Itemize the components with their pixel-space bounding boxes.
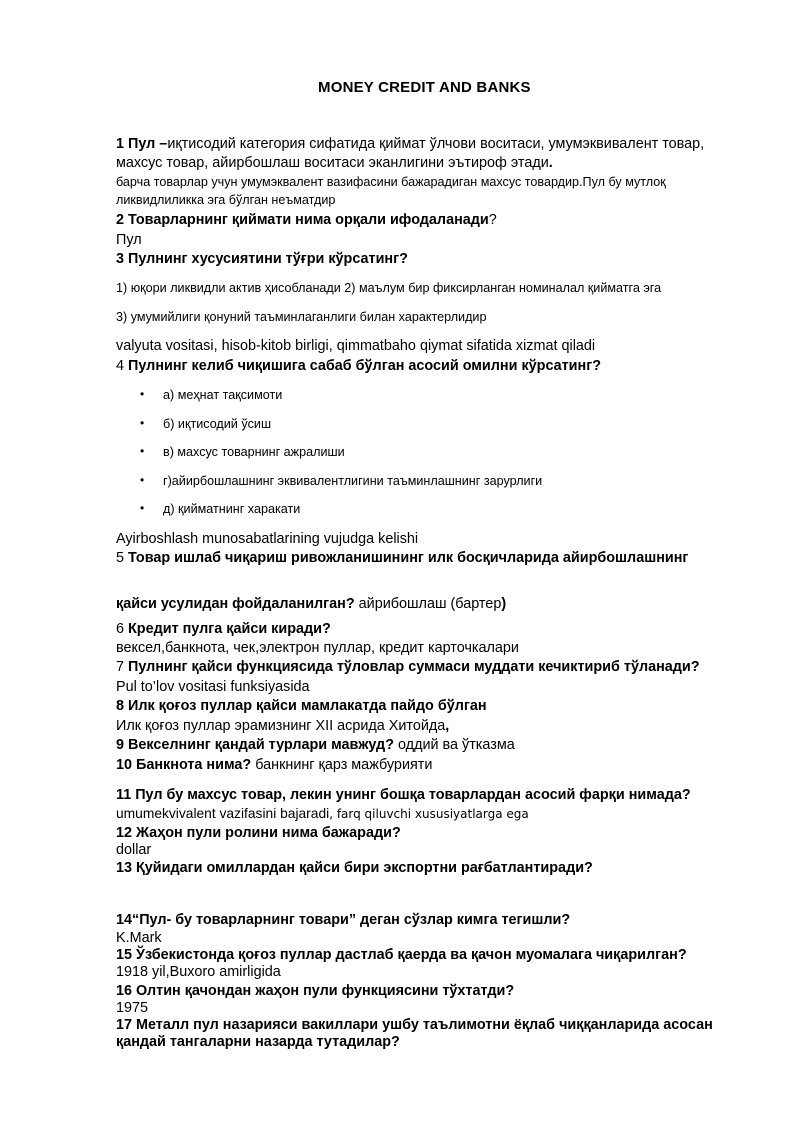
answer-10: банкнинг қарз мажбурияти — [251, 757, 433, 773]
question-15: 15 Ўзбекистонда қоғоз пуллар дастлаб қаерда ва қачон муомалага чиқарилган? — [116, 947, 687, 963]
list-item: а) меҳнат тақсимоти — [163, 388, 283, 402]
question-4: 4 Пулнинг келиб чиқишига сабаб бўлган асосий омилни кўрсатинг? — [116, 358, 602, 374]
list-bullet: • — [140, 473, 145, 487]
answer-5: айрибошлаш (бартер — [354, 596, 502, 612]
question-7: 7 Пулнинг қайси функциясида тўловлар суммаси муддати кечиктириб тўланади? — [116, 659, 700, 675]
question-5-line2: қайси усулидан фойдаланилган? айрибошлаш (бартер) — [116, 596, 507, 612]
question-2: 2 Товарларнинг қиймати нима орқали ифодаланади? — [116, 212, 497, 228]
answer-16: 1975 — [116, 1000, 149, 1016]
question-10: 10 Банкнота нима? банкнинг қарз мажбурияти — [116, 757, 433, 773]
question-3-option-2: 3) умумийлиги қонуний таъминлаганлиги билан характерлидир — [116, 310, 487, 324]
question-1-lead: Пул – — [128, 136, 168, 152]
question-14: 14“Пул- бу товарларнинг товари” деган сўзлар кимга тегишли? — [116, 912, 571, 928]
answer-6: вексел,банкнота, чек,электрон пуллар, кредит карточкалари — [116, 640, 519, 656]
answer-9: оддий ва ўтказма — [393, 737, 515, 753]
answer-11: umumekvivalent vazifasini bajaradi, farq qiluvchi xususiyatlarga ega — [116, 806, 529, 821]
answer-14: K.Mark — [116, 930, 162, 946]
answer-1-line2: ликвидлиликка эга бўлган неъматдир — [116, 193, 336, 207]
question-16: 16 Олтин қачондан жаҳон пули функциясини тўхтатди? — [116, 983, 515, 999]
answer-3: valyuta vositasi, hisob-kitob birligi, qimmatbaho qiymat sifatida xizmat qiladi — [116, 338, 596, 354]
question-1-text: иқтисодий категория сифатида қиймат ўлчови воситаси, умумэквивалент товар, — [167, 136, 705, 152]
list-bullet: • — [140, 444, 145, 458]
page-title: MONEY CREDIT AND BANKS — [318, 79, 531, 96]
question-1-line2: махсус товар, айирбошлаш воситаси эканлигини эътироф этади. — [116, 155, 553, 171]
question-3: 3 Пулнинг хусусиятини тўғри кўрсатинг? — [116, 251, 408, 267]
question-12: 12 Жаҳон пули ролини нима бажаради? — [116, 825, 401, 841]
question-6: 6 Кредит пулга қайси киради? — [116, 621, 331, 637]
answer-1-line1: барча товарлар учун умумэквалент вазифасини бажарадиган махсус товардир.Пул бу мутлоқ — [116, 175, 666, 189]
list-item: в) махсус товарнинг ажралиши — [163, 445, 345, 459]
question-3-option-1: 1) юқори ликвидли актив ҳисобланади 2) маълум бир фиксирланган номиналал қийматга эга — [116, 281, 662, 295]
answer-2: Пул — [116, 232, 142, 248]
question-5: 5 Товар ишлаб чиқариш ривожланишининг илк босқичларида айирбошлашнинг — [116, 550, 689, 566]
list-item: д) қийматнинг харакати — [163, 502, 301, 516]
answer-15: 1918 yil,Buxoro amirligida — [116, 964, 281, 980]
list-item: б) иқтисодий ўсиш — [163, 417, 272, 431]
question-17: 17 Металл пул назарияси вакиллари ушбу таълимотни ёқлаб чиққанларида асосан — [116, 1017, 713, 1033]
list-item: г)айирбошлашнинг эквивалентлигини таъминлашнинг зарурлиги — [163, 474, 543, 488]
question-11: 11 Пул бу махсус товар, лекин унинг бошқа товарлардан асосий фарқи нимада? — [116, 787, 691, 803]
question-13: 13 Қуйидаги омиллардан қайси бири экспортни рағбатлантиради? — [116, 860, 593, 876]
question-17-line2: қандай тангаларни назарда тутадилар? — [116, 1034, 400, 1050]
list-bullet: • — [140, 416, 145, 430]
list-bullet: • — [140, 501, 145, 515]
answer-12: dollar — [116, 842, 152, 858]
list-bullet: • — [140, 387, 145, 401]
answer-4: Ayirboshlash munosabatlarining vujudga kelishi — [116, 531, 419, 547]
question-1-number: 1 — [116, 136, 129, 152]
answer-7: Pul to’lov vositasi funksiyasida — [116, 679, 310, 695]
question-8: 8 Илк қоғоз пуллар қайси мамлакатда пайдо бўлган — [116, 698, 487, 714]
answer-8: Илк қоғоз пуллар эрамизнинг XII асрида Хитойда, — [116, 718, 450, 734]
question-1 — [116, 136, 704, 152]
question-9: 9 Векселнинг қандай турлари мавжуд? оддий ва ўтказма — [116, 737, 515, 753]
